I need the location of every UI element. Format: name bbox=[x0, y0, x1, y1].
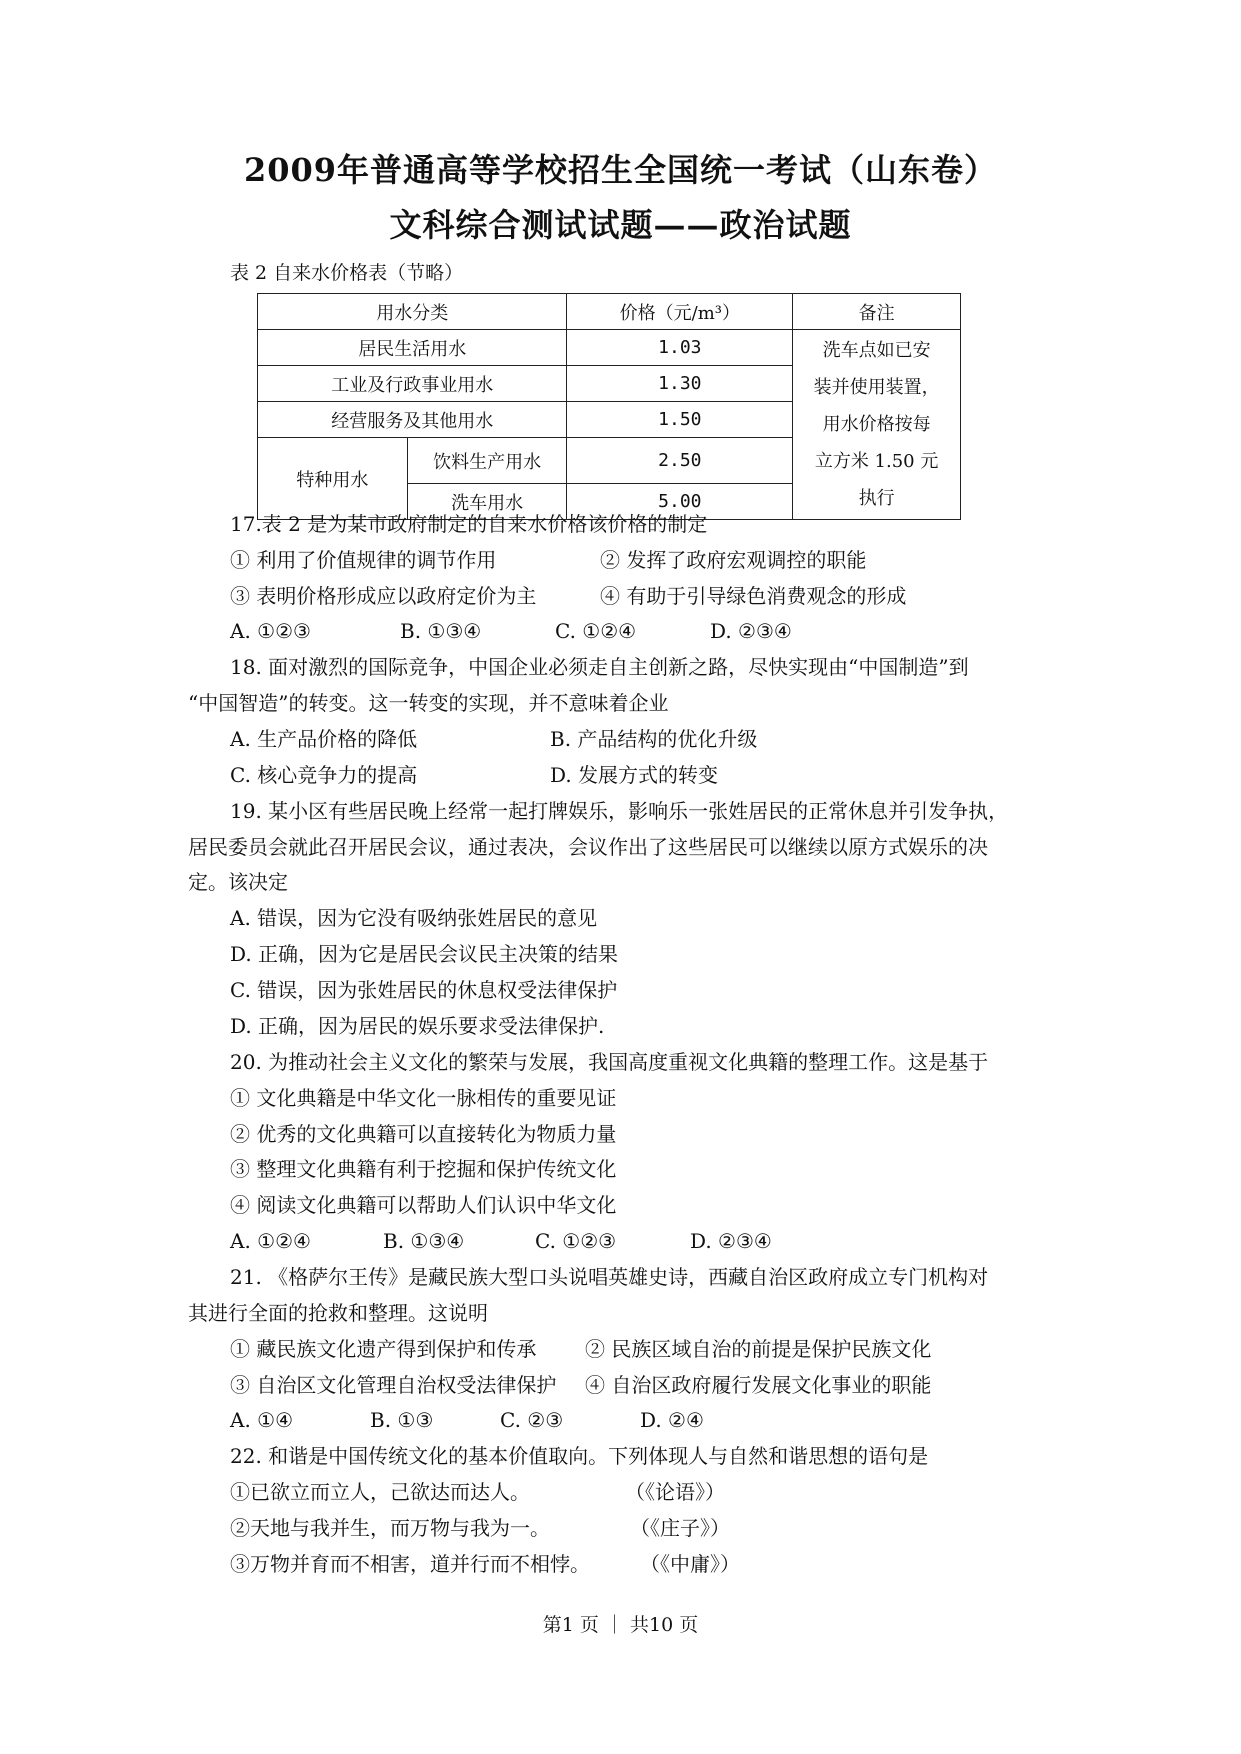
q17-option-2: ② 发挥了政府宏观调控的职能 bbox=[600, 548, 867, 572]
row-category: 居民生活用水 bbox=[258, 330, 567, 366]
note-line: 用水价格按每 bbox=[822, 414, 931, 435]
q20-choice-b: B. ①③④ bbox=[383, 1229, 465, 1253]
row-price: 5.00 bbox=[567, 484, 793, 520]
q22-option-3-source: （《中庸》） bbox=[640, 1552, 740, 1576]
row-price: 1.50 bbox=[567, 402, 793, 438]
q17-choice-a: A. ①②③ bbox=[230, 619, 311, 643]
q21-choice-d: D. ②④ bbox=[640, 1408, 704, 1432]
page-title-line1: 2009年普通高等学校招生全国统一考试（山东卷） bbox=[243, 151, 998, 189]
table-row bbox=[258, 330, 961, 366]
row-category: 洗车用水 bbox=[407, 484, 567, 520]
q21-option-3: ③ 自治区文化管理自治权受法律保护 bbox=[230, 1373, 557, 1397]
q19-choice-d: D. 正确，因为居民的娱乐要求受法律保护. bbox=[230, 1014, 605, 1038]
q22-option-3: ③万物并育而不相害，道并行而不相悖。 bbox=[230, 1552, 590, 1576]
q22-option-2-source: （《庄子》） bbox=[630, 1516, 730, 1540]
q21-choice-b: B. ①③ bbox=[370, 1408, 434, 1432]
q21-option-4: ④ 自治区政府履行发展文化事业的职能 bbox=[585, 1373, 932, 1397]
q20-option-1: ① 文化典籍是中华文化一脉相传的重要见证 bbox=[230, 1086, 617, 1110]
row-price: 1.30 bbox=[567, 366, 793, 402]
row-price: 2.50 bbox=[567, 438, 793, 484]
q22-option-2: ②天地与我并生，而万物与我为一。 bbox=[230, 1516, 550, 1540]
table-caption: 表 2 自来水价格表（节略） bbox=[230, 262, 464, 284]
q17-choice-c: C. ①②④ bbox=[555, 619, 637, 643]
q21-option-1: ① 藏民族文化遗产得到保护和传承 bbox=[230, 1337, 537, 1361]
q19-choice-c: C. 错误，因为张姓居民的休息权受法律保护 bbox=[230, 978, 618, 1002]
q17-option-3: ③ 表明价格形成应以政府定价为主 bbox=[230, 584, 537, 608]
row-category: 饮料生产用水 bbox=[407, 438, 567, 484]
q20-option-3: ③ 整理文化典籍有利于挖掘和保护传统文化 bbox=[230, 1157, 617, 1181]
q18-choice-b: B. 产品结构的优化升级 bbox=[550, 727, 758, 751]
q21-choice-c: C. ②③ bbox=[500, 1408, 564, 1432]
q19-choice-a: A. 错误，因为它没有吸纳张姓居民的意见 bbox=[230, 906, 598, 930]
q22-option-1-source: （《论语》） bbox=[625, 1480, 725, 1504]
q21-option-2: ② 民族区域自治的前提是保护民族文化 bbox=[585, 1337, 932, 1361]
page-title-line2: 文科综合测试试题——政治试题 bbox=[389, 206, 852, 244]
row-category: 经营服务及其他用水 bbox=[258, 402, 567, 438]
page-footer: 第1 页 ｜ 共10 页 bbox=[542, 1614, 699, 1636]
q22-option-1: ①已欲立而立人，己欲达而达人。 bbox=[230, 1480, 530, 1504]
q21-choice-a: A. ①④ bbox=[230, 1408, 294, 1432]
q17-option-4: ④ 有助于引导绿色消费观念的形成 bbox=[600, 584, 907, 608]
q18-choice-c: C. 核心竞争力的提高 bbox=[230, 763, 418, 787]
water-price-table bbox=[257, 293, 961, 520]
question-22-stem: 22. 和谐是中国传统文化的基本价值取向。下列体现人与自然和谐思想的语句是 bbox=[230, 1444, 929, 1468]
row-price: 1.03 bbox=[567, 330, 793, 366]
question-19-stem-end: 定。该决定 bbox=[188, 870, 288, 894]
note-line: 装并使用装置， bbox=[813, 377, 940, 398]
question-19-stem: 19. 某小区有些居民晚上经常一起打牌娱乐，影响乐一张姓居民的正常休息并引发争执， bbox=[230, 799, 1009, 823]
q17-choice-b: B. ①③④ bbox=[400, 619, 482, 643]
q20-option-4: ④ 阅读文化典籍可以帮助人们认识中华文化 bbox=[230, 1193, 617, 1217]
note-line: 立方米 1.50 元 bbox=[814, 451, 939, 472]
header-note: 备注 bbox=[793, 294, 961, 330]
q20-choice-d: D. ②③④ bbox=[690, 1229, 772, 1253]
q17-option-1: ① 利用了价值规律的调节作用 bbox=[230, 548, 497, 572]
table-header-row bbox=[258, 294, 961, 330]
question-17-stem: 17.表 2 是为某市政府制定的自来水价格该价格的制定 bbox=[230, 512, 708, 536]
q19-choice-b: D. 正确，因为它是居民会议民主决策的结果 bbox=[230, 942, 619, 966]
question-19-stem-cont: 居民委员会就此召开居民会议，通过表决，会议作出了这些居民可以继续以原方式娱乐的决 bbox=[188, 835, 988, 859]
row-group: 特种用水 bbox=[258, 438, 408, 520]
question-21-stem-cont: 其进行全面的抢救和整理。这说明 bbox=[188, 1301, 488, 1325]
row-category: 工业及行政事业用水 bbox=[258, 366, 567, 402]
q20-option-2: ② 优秀的文化典籍可以直接转化为物质力量 bbox=[230, 1122, 617, 1146]
note-line: 执行 bbox=[858, 488, 895, 509]
question-18-stem-cont: “中国智造”的转变。这一转变的实现，并不意味着企业 bbox=[188, 691, 669, 715]
note-line: 洗车点如已安 bbox=[822, 340, 931, 361]
header-category: 用水分类 bbox=[258, 294, 567, 330]
header-price: 价格（元/m³） bbox=[567, 294, 793, 330]
note-cell bbox=[793, 330, 961, 520]
q20-choice-c: C. ①②③ bbox=[535, 1229, 617, 1253]
question-21-stem: 21. 《格萨尔王传》是藏民族大型口头说唱英雄史诗，西藏自治区政府成立专门机构对 bbox=[230, 1265, 989, 1289]
question-18-stem: 18. 面对激烈的国际竞争，中国企业必须走自主创新之路，尽快实现由“中国制造”到 bbox=[230, 655, 969, 679]
q18-choice-a: A. 生产品价格的降低 bbox=[230, 727, 418, 751]
q20-choice-a: A. ①②④ bbox=[230, 1229, 311, 1253]
q18-choice-d: D. 发展方式的转变 bbox=[550, 763, 719, 787]
q17-choice-d: D. ②③④ bbox=[710, 619, 792, 643]
question-20-stem: 20. 为推动社会主义文化的繁荣与发展，我国高度重视文化典籍的整理工作。这是基于 bbox=[230, 1050, 989, 1074]
